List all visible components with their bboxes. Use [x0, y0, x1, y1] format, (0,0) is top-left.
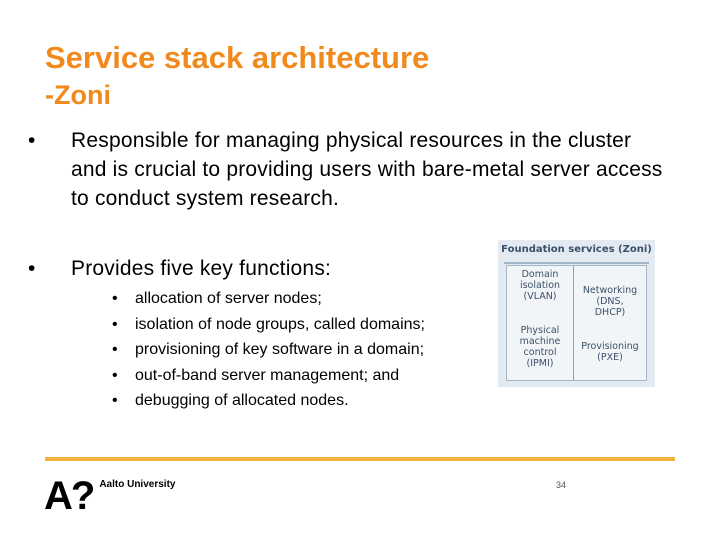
cell-line: (VLAN)	[523, 291, 557, 302]
bullet-text: Responsible for managing physical resources in the cluster and is crucial to providing users with bare-metal server access to conduct system research.	[71, 129, 663, 210]
cell-line: Provisioning	[581, 341, 639, 352]
cell-line: control	[523, 347, 557, 358]
networking-cell	[574, 285, 646, 318]
bullet-marker: •	[28, 257, 36, 280]
bullet-marker: •	[28, 129, 36, 152]
bullet-key-functions	[28, 254, 488, 283]
list-item	[112, 286, 425, 312]
cell-line: Networking	[582, 285, 638, 296]
foundation-services-figure	[498, 240, 655, 387]
sub-bullet-marker: •	[112, 392, 118, 409]
aalto-logo-text: Aalto University	[99, 479, 176, 490]
list-item-text: debugging of allocated nodes.	[135, 392, 349, 409]
sub-bullet-marker: •	[112, 366, 118, 384]
list-item	[112, 388, 425, 414]
slide-title: Service stack architecture	[45, 40, 430, 75]
cell-line: (IPMI)	[526, 358, 554, 369]
figure-title-divider	[504, 262, 649, 264]
page-number: 34	[556, 480, 567, 490]
bullet-text: Provides five key functions:	[71, 257, 332, 280]
figure-grid	[506, 265, 647, 381]
cell-line: DHCP)	[594, 307, 626, 318]
list-item-text: isolation of node groups, called domains;	[135, 315, 425, 333]
physical-machine-control-cell	[507, 325, 573, 369]
figure-title: Foundation services (Zoni)	[501, 244, 652, 255]
cell-line: (DNS,	[596, 296, 624, 307]
key-functions-list	[112, 286, 425, 414]
provisioning-cell	[574, 341, 646, 363]
list-item-text: allocation of server nodes;	[135, 290, 322, 307]
domain-isolation-cell	[507, 269, 573, 302]
cell-line: machine	[519, 336, 561, 347]
list-item	[112, 312, 425, 338]
sub-bullet-marker: •	[112, 315, 118, 333]
footer-divider	[45, 457, 675, 461]
aalto-logo	[44, 474, 176, 518]
cell-line: (PXE)	[597, 352, 623, 363]
cell-line: Physical	[520, 325, 560, 336]
cell-line: Domain	[521, 269, 559, 280]
list-item-text: out-of-band server management; and	[135, 366, 400, 384]
sub-bullet-marker: •	[112, 341, 118, 358]
aalto-logo-mark: A?	[44, 474, 94, 518]
list-item	[112, 337, 425, 363]
list-item-text: provisioning of key software in a domain;	[135, 341, 425, 358]
sub-bullet-marker: •	[112, 290, 118, 307]
cell-line: isolation	[519, 280, 561, 291]
bullet-responsible	[28, 126, 668, 213]
slide-subtitle: -Zoni	[45, 80, 111, 110]
list-item	[112, 363, 425, 389]
